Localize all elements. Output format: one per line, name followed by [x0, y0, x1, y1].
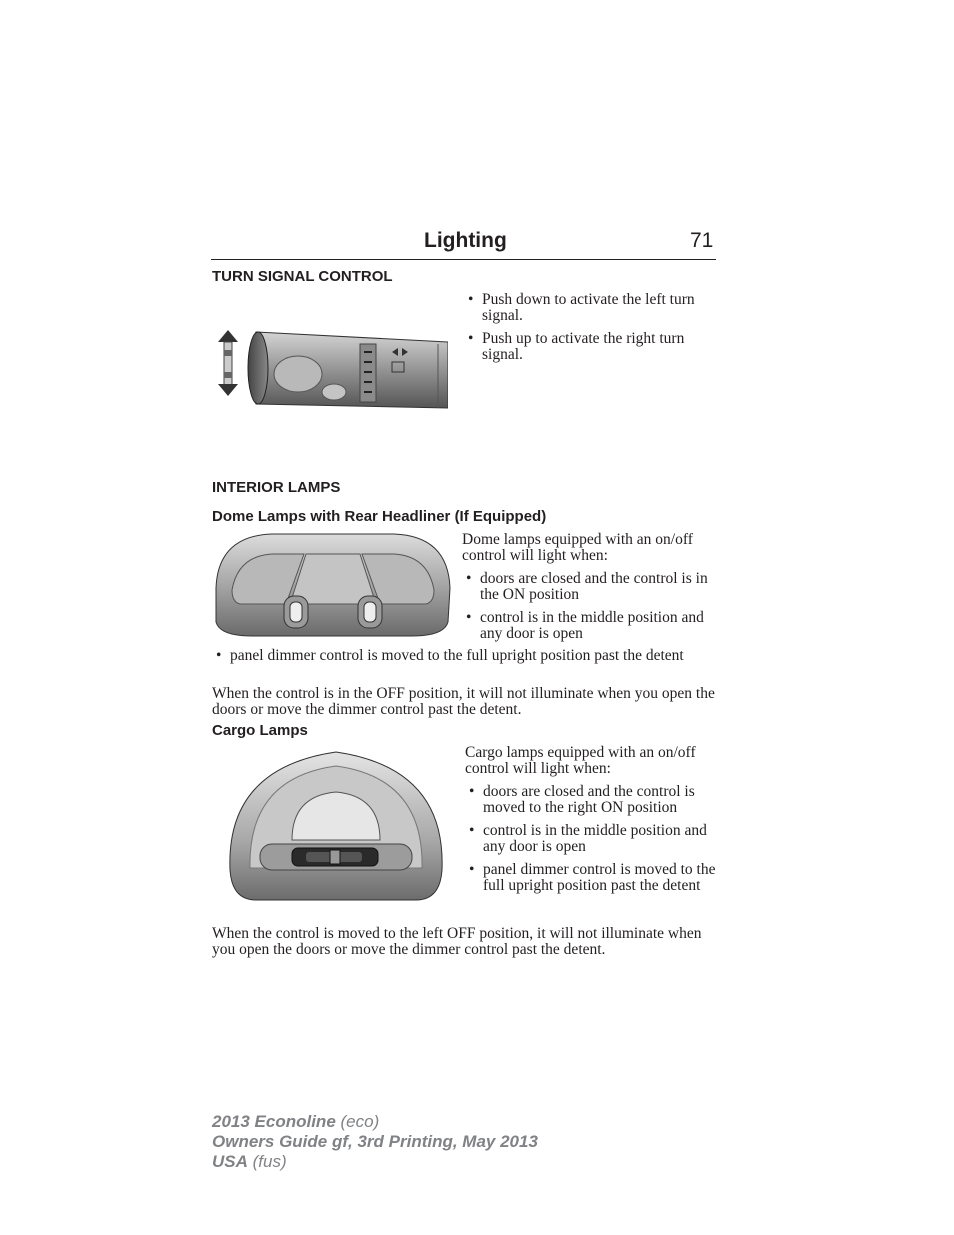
turn-signal-heading: TURN SIGNAL CONTROL	[212, 268, 393, 285]
list-item: • panel dimmer control is moved to the full upright position past the detent	[212, 648, 718, 664]
dome-wide-list	[212, 648, 718, 671]
footer-guide: Owners Guide gf, 3rd Printing, May 2013	[212, 1132, 538, 1151]
list-item: • Push up to activate the right turn signal.	[464, 331, 718, 363]
list-item: • control is in the middle position and any door is open	[462, 610, 718, 642]
footer-market: USA	[212, 1152, 248, 1171]
cargo-off-paragraph: When the control is moved to the left OFF position, it will not illuminate when you open the doors or move the dimmer control past the detent.	[212, 925, 702, 958]
header-rule	[211, 259, 716, 260]
list-item: • Push down to activate the left turn signal.	[464, 292, 718, 324]
page-number: 71	[690, 229, 714, 252]
list-item: • control is in the middle position and any door is open	[465, 823, 718, 855]
footer	[212, 1112, 538, 1172]
cargo-lamps-text	[465, 745, 718, 901]
footer-line-guide	[212, 1132, 538, 1152]
footer-model-code: (eco)	[340, 1112, 380, 1131]
list-item: • doors are closed and the control is in the ON position	[462, 571, 718, 603]
footer-market-code: (fus)	[252, 1152, 287, 1171]
footer-line-market	[212, 1152, 538, 1172]
turn-signal-stalk-illustration	[212, 322, 448, 412]
dome-off-paragraph: When the control is in the OFF position, it will not illuminate when you open the doors or move the dimmer control past the detent.	[212, 685, 715, 718]
list-item: • panel dimmer control is moved to the full upright position past the detent	[465, 862, 718, 894]
dome-lamp-illustration	[212, 532, 454, 640]
cargo-intro: Cargo lamps equipped with an on/off control will light when:	[465, 744, 696, 777]
footer-line-model	[212, 1112, 538, 1132]
turn-signal-list	[464, 292, 718, 370]
footer-model: 2013 Econoline	[212, 1112, 336, 1131]
interior-lamps-heading: INTERIOR LAMPS	[212, 479, 341, 496]
page-title: Lighting	[424, 229, 507, 252]
dome-lamps-heading: Dome Lamps with Rear Headliner (If Equipped)	[212, 508, 547, 525]
cargo-lamps-heading: Cargo Lamps	[212, 722, 308, 739]
cargo-lamp-illustration	[226, 748, 446, 904]
dome-lamps-text	[462, 532, 718, 649]
list-item: • doors are closed and the control is moved to the right ON position	[465, 784, 718, 816]
dome-intro: Dome lamps equipped with an on/off control will light when:	[462, 531, 693, 564]
